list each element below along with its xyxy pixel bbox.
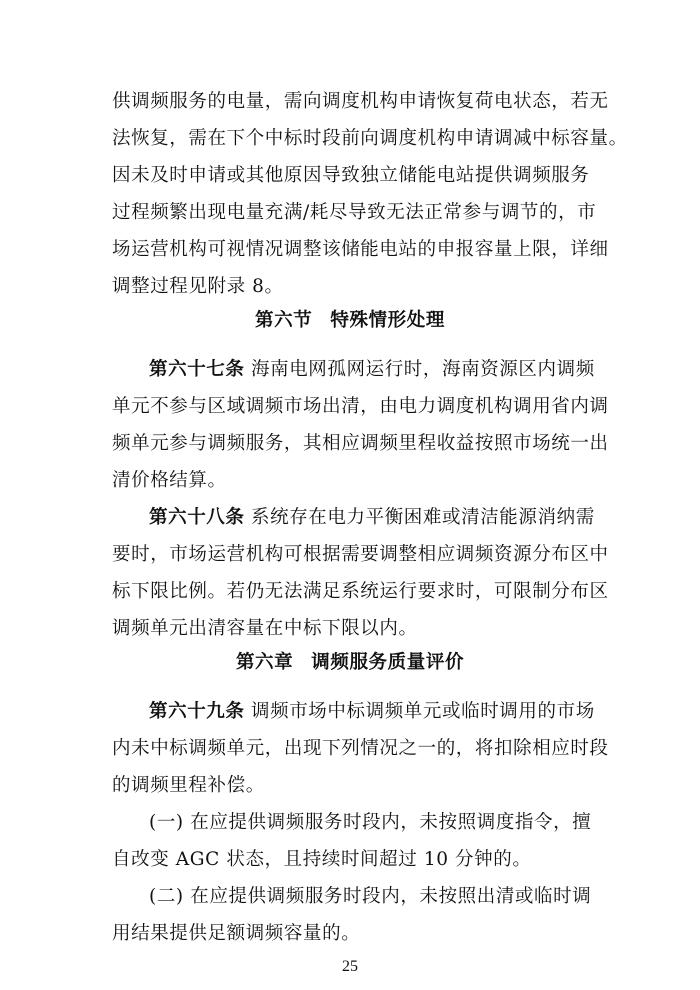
paragraph-line: 调频单元出清容量在中标下限以内。 bbox=[112, 618, 418, 639]
paragraph-line: 内未中标调频单元，出现下列情况之一的，将扣除相应时段 bbox=[112, 738, 609, 759]
article-label: 第六十九条 bbox=[149, 701, 245, 722]
section-number: 第六节 bbox=[255, 310, 313, 331]
article-text: 系统存在电力平衡困难或清洁能源消纳需 bbox=[251, 507, 595, 528]
list-item-1: (一) 在应提供调频服务时段内，未按照调度指令，擅 bbox=[149, 812, 592, 833]
paragraph-line: 的调频里程补偿。 bbox=[112, 775, 265, 796]
paragraph-line: 供调频服务的电量，需向调度机构申请恢复荷电状态，若无 bbox=[112, 91, 609, 112]
paragraph-line: 要时，市场运营机构可根据需要调整相应调频资源分布区中 bbox=[112, 544, 609, 565]
paragraph-line: 法恢复，需在下个中标时段前向调度机构申请调减中标容量。 bbox=[112, 128, 628, 149]
article-68-line bbox=[149, 506, 595, 530]
article-label: 第六十七条 bbox=[149, 359, 245, 380]
list-item-2: (二) 在应提供调频服务时段内，未按照出清或临时调 bbox=[149, 886, 592, 907]
chapter-number: 第六章 bbox=[235, 652, 294, 673]
section-heading bbox=[0, 309, 700, 333]
paragraph-line: 清价格结算。 bbox=[112, 470, 227, 491]
paragraph-line: 频单元参与调频服务，其相应调频里程收益按照市场统一出 bbox=[112, 433, 609, 454]
article-label: 第六十八条 bbox=[149, 507, 245, 528]
paragraph-line: 场运营机构可视情况调整该储能电站的申报容量上限，详细 bbox=[112, 239, 609, 260]
article-67-line bbox=[149, 358, 595, 382]
paragraph-line: 单元不参与区域调频市场出清，由电力调度机构调用省内调 bbox=[112, 396, 609, 417]
section-title: 特殊情形处理 bbox=[330, 310, 445, 331]
paragraph-line: 过程频繁出现电量充满/耗尽导致无法正常参与调节的，市 bbox=[112, 202, 597, 223]
page-number: 25 bbox=[342, 958, 358, 975]
paragraph-line: 因未及时申请或其他原因导致独立储能电站提供调频服务 bbox=[112, 165, 590, 186]
paragraph-line: 自改变 AGC 状态，且持续时间超过 10 分钟的。 bbox=[112, 849, 532, 870]
paragraph-line: 用结果提供足额调频容量的。 bbox=[112, 923, 361, 944]
chapter-heading bbox=[0, 651, 700, 675]
chapter-title: 调频服务质量评价 bbox=[311, 652, 465, 673]
article-text: 调频市场中标调频单元或临时调用的市场 bbox=[251, 701, 595, 722]
paragraph-line: 标下限比例。若仍无法满足系统运行要求时，可限制分布区 bbox=[112, 581, 609, 602]
article-text: 海南电网孤网运行时，海南资源区内调频 bbox=[251, 359, 595, 380]
article-69-line bbox=[149, 700, 595, 724]
paragraph-line: 调整过程见附录 8。 bbox=[112, 276, 284, 297]
